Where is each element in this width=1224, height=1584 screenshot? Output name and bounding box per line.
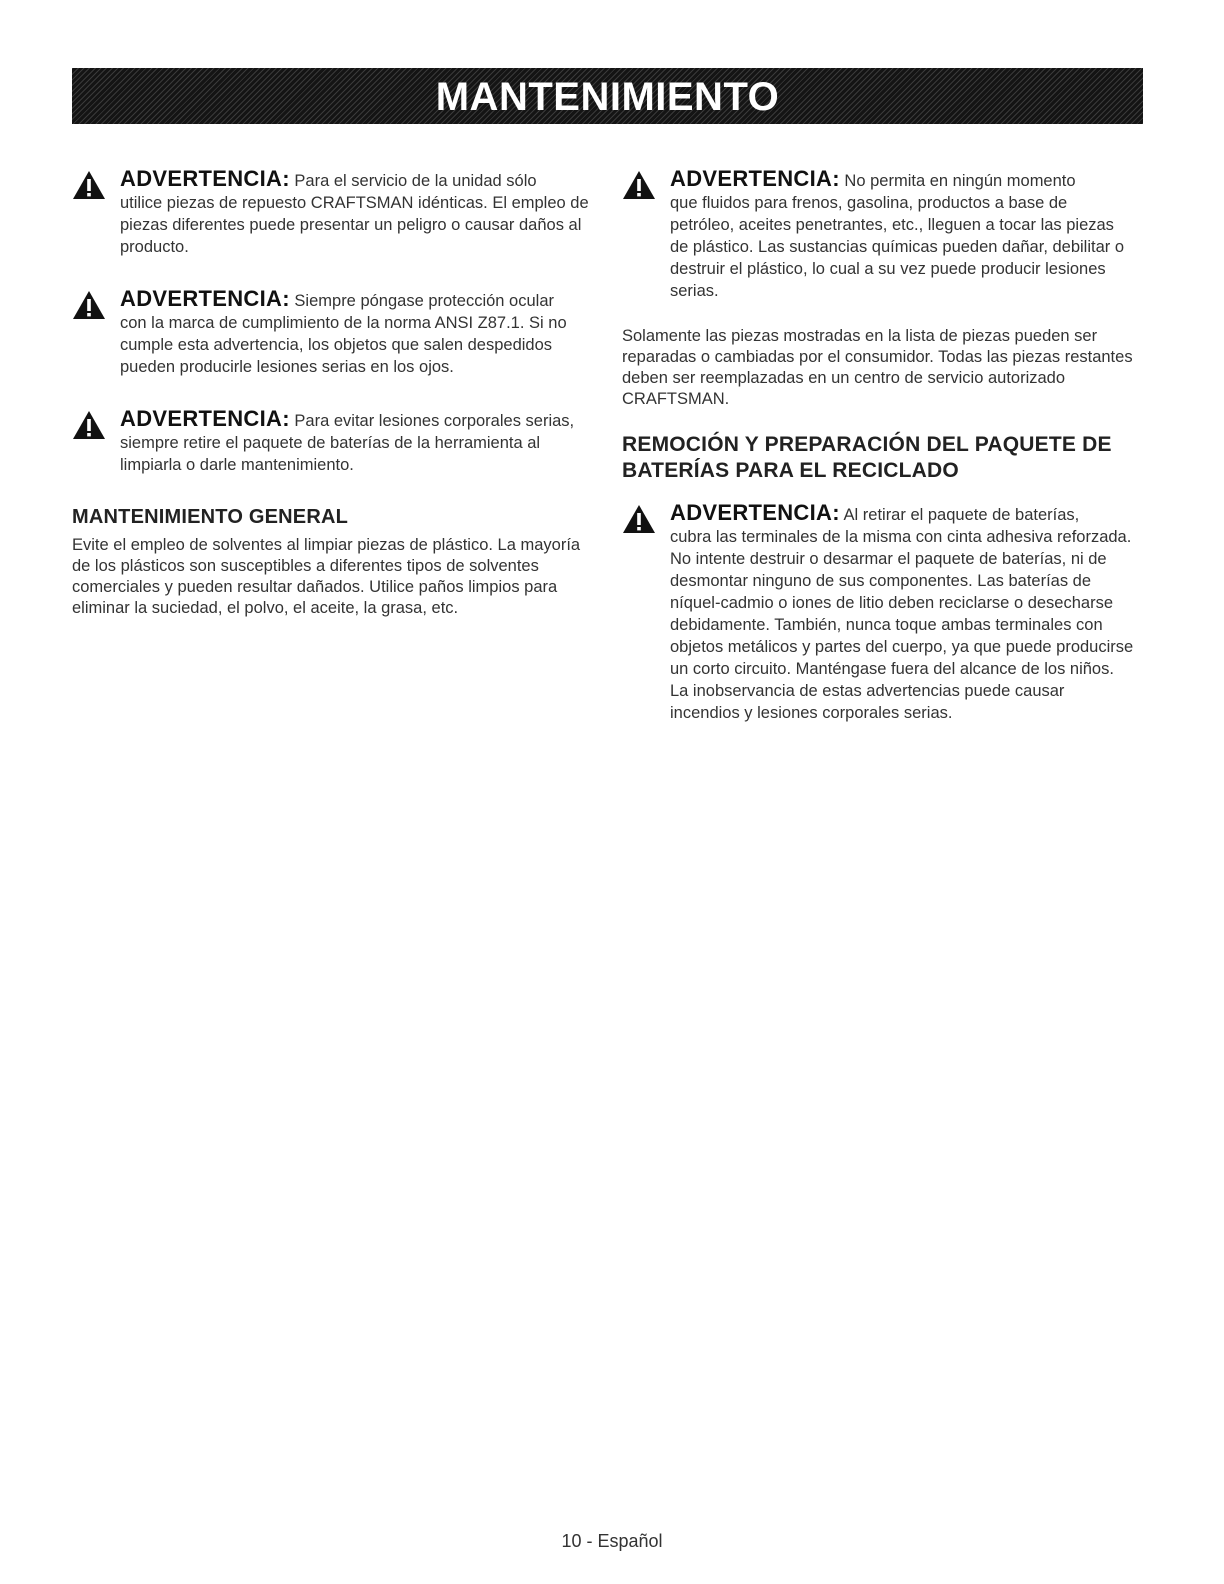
warning-text: cubra las terminales de la misma con cinta adhesiva reforzada. No intente destruir o desarmar el paquete de baterías, ni de desmontar ninguno de sus componentes. Las baterías de níquel-cadmio o iones de litio deben reciclarse o desecharse debidamente. También, nunca toque ambas terminales con objetos metálicos y partes del cuerpo, ya que puede producirse un corto circuito. Manténgase fuera del alcance de los niños. La inobservancia de estas advertencias puede causar incendios y lesiones corporales serias. <box>670 528 1134 722</box>
section-banner <box>72 68 1143 124</box>
warning-triangle-icon <box>72 410 106 440</box>
page-number: 10 - Español <box>561 1531 663 1551</box>
warning-label: ADVERTENCIA: <box>670 500 840 525</box>
warning-label: ADVERTENCIA: <box>120 286 290 311</box>
section-heading-general: MANTENIMIENTO GENERAL <box>72 506 349 528</box>
warning-label: ADVERTENCIA: <box>120 406 290 431</box>
warning-block <box>622 168 1134 302</box>
warning-block <box>72 168 590 258</box>
warning-triangle-icon <box>72 170 106 200</box>
warning-triangle-icon <box>622 504 656 534</box>
warning-text: con la marca de cumplimiento de la norma ANSI Z87.1. Si no cumple esta advertencia, los objetos que salen despedidos pueden producirle lesiones serias en los ojos. <box>120 314 567 376</box>
warning-block <box>72 288 590 378</box>
warning-text: utilice piezas de repuesto CRAFTSMAN idénticas. El empleo de piezas diferentes puede presentar un peligro o causar daños al producto. <box>120 194 589 256</box>
right-column <box>622 168 1134 754</box>
warning-block <box>72 408 590 476</box>
warning-first-line: Para evitar lesiones corporales serias, <box>294 412 575 430</box>
section-heading-battery-recycling: REMOCIÓN Y PREPARACIÓN DEL PAQUETE DE BATERÍAS PARA EL RECICLADO <box>622 433 1112 482</box>
warning-label: ADVERTENCIA: <box>120 166 290 191</box>
warning-triangle-icon <box>622 170 656 200</box>
warning-first-line: Al retirar el paquete de baterías, <box>843 506 1080 524</box>
warning-first-line: No permita en ningún momento <box>844 172 1076 190</box>
warning-block <box>622 502 1134 724</box>
warning-text: que fluidos para frenos, gasolina, productos a base de petróleo, aceites penetrantes, etc., lleguen a tocar las piezas de plástico. Las sustancias químicas pueden dañar, debilitar o destruir el plástico, lo cual a su vez puede producir lesiones serias. <box>670 194 1125 300</box>
warning-label: ADVERTENCIA: <box>670 166 840 191</box>
left-column <box>72 168 590 641</box>
general-maintenance-text: Evite el empleo de solventes al limpiar piezas de plástico. La mayoría de los plásticos son susceptibles a diferentes tipos de solventes comerciales y pueden resultar dañados. Utilice paños limpios para eliminar la suciedad, el polvo, el aceite, la grasa, etc. <box>72 536 581 617</box>
warning-text: siempre retire el paquete de baterías de la herramienta al limpiarla o darle mantenimiento. <box>120 434 541 474</box>
warning-triangle-icon <box>72 290 106 320</box>
page-title: MANTENIMIENTO <box>435 75 780 119</box>
warning-first-line: Para el servicio de la unidad sólo <box>294 172 537 190</box>
replacement-parts-text: Solamente las piezas mostradas en la lista de piezas pueden ser reparadas o cambiadas por el consumidor. Todas las piezas restantes deben ser reemplazadas en un centro de servicio autorizado CRAFTSMAN. <box>622 327 1133 408</box>
warning-first-line: Siempre póngase protección ocular <box>294 292 554 310</box>
